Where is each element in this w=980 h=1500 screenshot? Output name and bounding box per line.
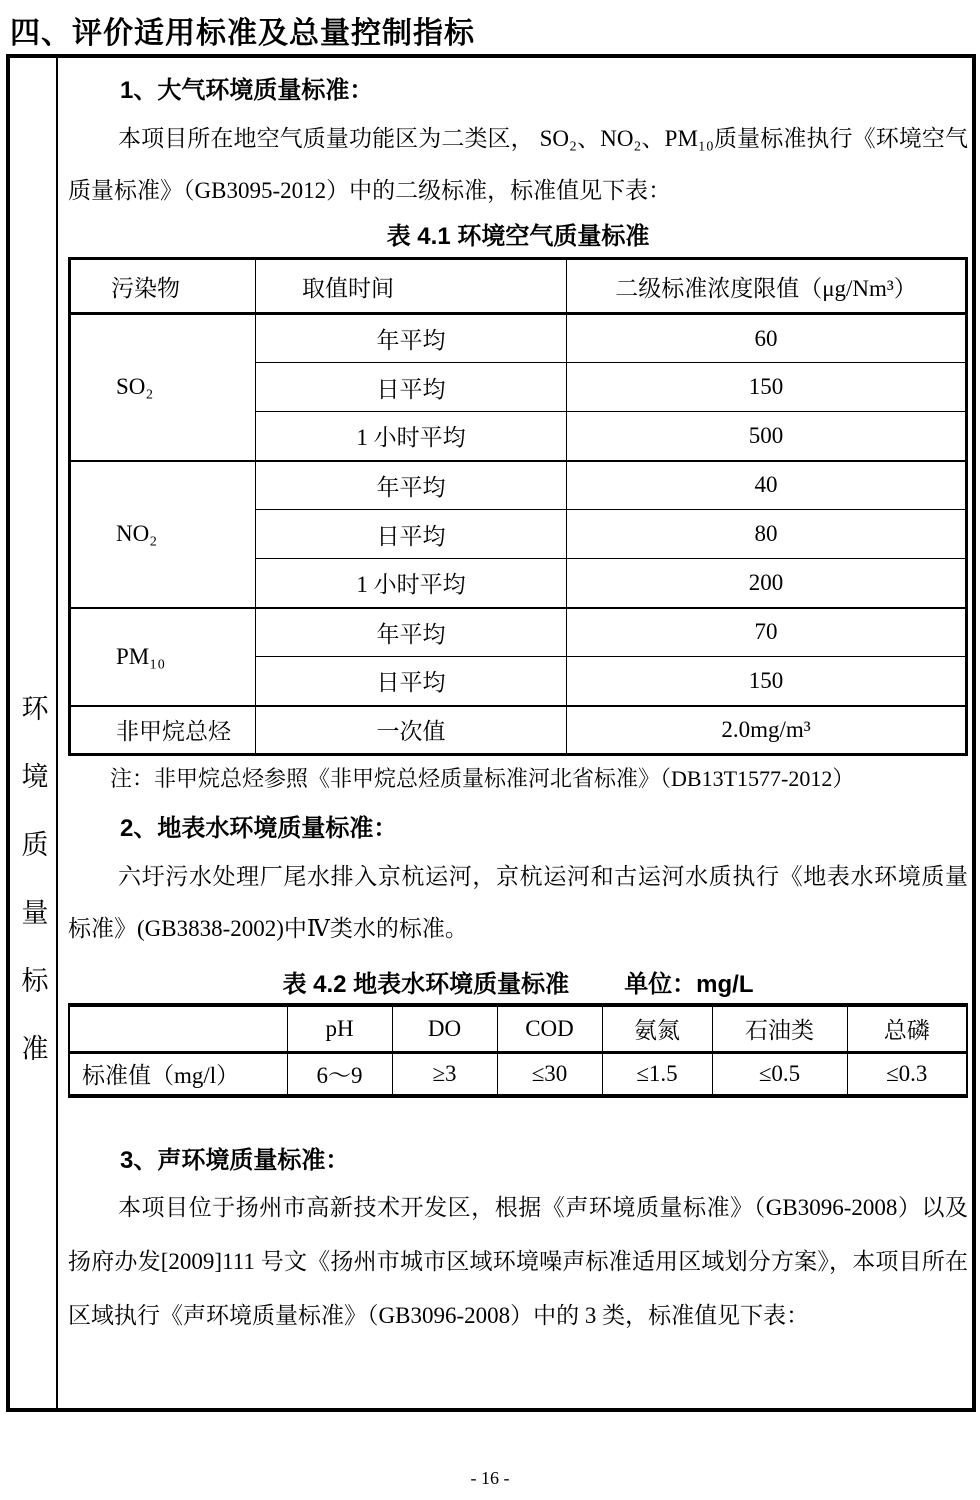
section-3-heading: 3、声环境质量标准： <box>120 1147 350 1174</box>
table-4-1-title: 表 4.1 环境空气质量标准 <box>386 223 650 250</box>
section-1-heading: 1、大气环境质量标准： <box>120 77 374 104</box>
table-header-row <box>70 259 967 314</box>
table-row <box>70 706 967 755</box>
table-row <box>69 1052 967 1096</box>
section-3-paragraph: 本项目位于扬州市高新技术开发区，根据《声环境质量标准》（GB3096-2008）以及扬府办发[2009]111 号文《扬州市城市区域环境噪声标准适用区域划分方案》，本项目所在区域执行《声环境质量标准》（GB3096-2008）中的 3 类，标准值见下表： <box>68 1195 968 1328</box>
table-4-2-title-row <box>68 969 968 1001</box>
document-frame <box>6 54 976 1412</box>
main-content <box>58 58 972 1408</box>
table-cell: 1 小时平均 <box>256 559 567 608</box>
t42-header-cod: COD <box>497 1005 602 1052</box>
table-cell: 150 <box>567 657 967 706</box>
page-number: - 16 - <box>470 1468 510 1488</box>
table-cell: 年平均 <box>256 314 567 363</box>
t41-header-time: 取值时间 <box>256 259 567 314</box>
table-cell: ≤0.3 <box>847 1052 967 1096</box>
page-title: 四、评价适用标准及总量控制指标 <box>10 17 475 50</box>
table-cell: 日平均 <box>256 657 567 706</box>
t41-pollutant-nmhc: 非甲烷总烃 <box>70 706 256 755</box>
section-2-heading: 2、地表水环境质量标准： <box>120 815 398 842</box>
table-cell: 60 <box>567 314 967 363</box>
table-header-row <box>69 1005 967 1052</box>
table-cell: 年平均 <box>256 461 567 510</box>
table-cell: 80 <box>567 510 967 559</box>
t42-header-tp: 总磷 <box>847 1005 967 1052</box>
table-cell: 40 <box>567 461 967 510</box>
table-cell: 150 <box>567 363 967 412</box>
t41-pollutant-no2: NO₂ <box>70 461 256 608</box>
sidebar-label: 环境质量标准 <box>17 694 48 1102</box>
section-2-paragraph: 六圩污水处理厂尾水排入京杭运河，京杭运河和古运河水质执行《地表水环境质量标准》(GB3838-2002)中Ⅳ类水的标准。 <box>68 864 968 941</box>
table-cell: ≤30 <box>497 1052 602 1096</box>
t41-pollutant-pm10: PM₁₀ <box>70 608 256 706</box>
air-quality-table <box>68 257 968 756</box>
t42-header-ph: pH <box>287 1005 392 1052</box>
table-row <box>70 608 967 657</box>
table-cell: 2.0mg/m³ <box>567 706 967 755</box>
t41-header-pollutant: 污染物 <box>70 259 256 314</box>
table-cell: 日平均 <box>256 363 567 412</box>
t41-header-limit: 二级标准浓度限值（μg/Nm³） <box>567 259 967 314</box>
t42-header-nh3n: 氨氮 <box>602 1005 712 1052</box>
table-4-1-note: 注：非甲烷总烃参照《非甲烷总烃质量标准河北省标准》（DB13T1577-2012） <box>110 766 855 791</box>
t42-header-empty <box>69 1005 287 1052</box>
table-row <box>70 314 967 363</box>
t42-header-petroleum: 石油类 <box>712 1005 847 1052</box>
table-4-2-title: 表 4.2 地表水环境质量标准 <box>282 971 570 998</box>
table-cell: 日平均 <box>256 510 567 559</box>
t41-pollutant-so2: SO₂ <box>70 314 256 461</box>
sidebar <box>10 58 58 1408</box>
table-cell: 200 <box>567 559 967 608</box>
table-row <box>70 461 967 510</box>
section-1-paragraph: 本项目所在地空气质量功能区为二类区， SO₂、NO₂、PM₁₀质量标准执行《环境空气质量标准》（GB3095-2012）中的二级标准，标准值见下表： <box>68 126 968 203</box>
table-cell: ≤1.5 <box>602 1052 712 1096</box>
table-cell: ≥3 <box>392 1052 497 1096</box>
table-cell: 70 <box>567 608 967 657</box>
table-cell: 500 <box>567 412 967 461</box>
water-quality-table <box>68 1003 968 1098</box>
t42-row-label: 标准值（mg/l） <box>69 1052 287 1096</box>
table-cell: 年平均 <box>256 608 567 657</box>
table-cell: 6～9 <box>287 1052 392 1096</box>
t42-header-do: DO <box>392 1005 497 1052</box>
table-cell: 一次值 <box>256 706 567 755</box>
table-4-2-unit: 单位：mg/L <box>624 971 754 998</box>
table-cell: 1 小时平均 <box>256 412 567 461</box>
table-cell: ≤0.5 <box>712 1052 847 1096</box>
